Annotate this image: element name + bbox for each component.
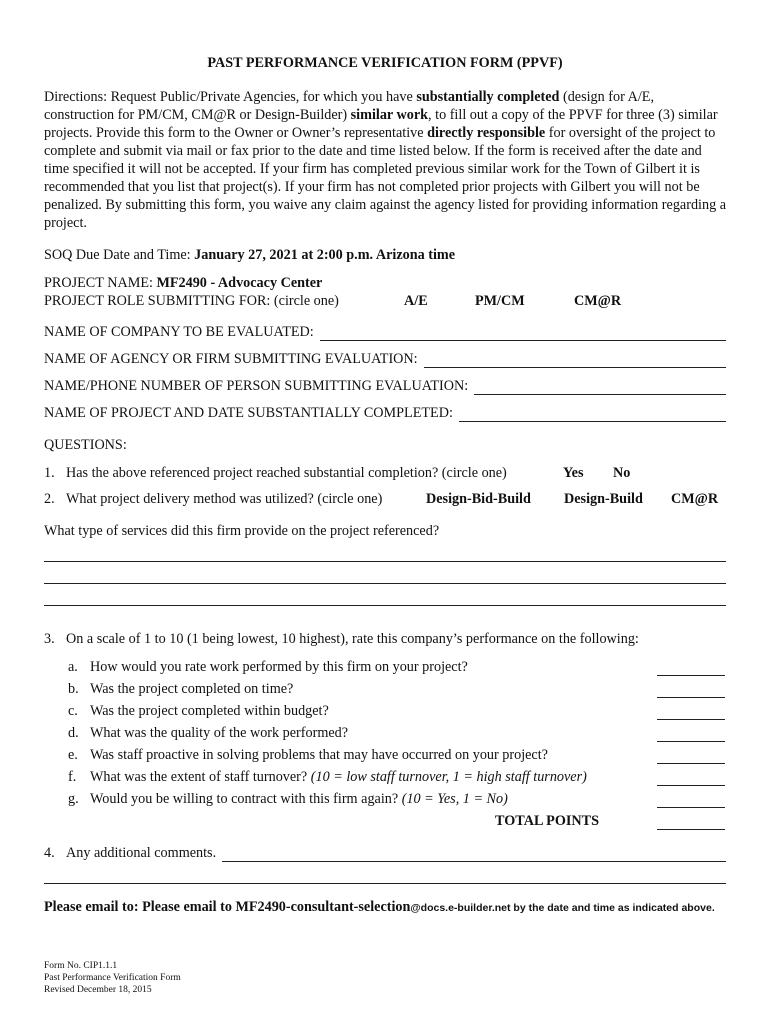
question-4 [44, 844, 726, 862]
total-points-row [44, 808, 726, 830]
rating-score-field[interactable] [657, 793, 725, 808]
question-number: 2. [44, 491, 55, 507]
directions-emphasis: similar work [350, 107, 429, 123]
rating-letter: b. [68, 681, 79, 697]
email-instructions [44, 898, 726, 917]
option-cmar[interactable]: CM@R [671, 491, 719, 507]
rating-text [90, 724, 657, 742]
soq-value: January 27, 2021 at 2:00 p.m. Arizona time [194, 247, 456, 263]
agency-field-label: NAME OF AGENCY OR FIRM SUBMITTING EVALUATION: [44, 351, 418, 367]
project-role-label: PROJECT ROLE SUBMITTING FOR: (circle one) [44, 293, 339, 309]
question-number: 1. [44, 465, 55, 481]
question-1-text: Has the above referenced project reached substantial completion? (circle one) [66, 465, 507, 481]
rating-question: Was the project completed on time? [90, 681, 294, 697]
question-number: 4. [44, 845, 55, 861]
rating-question: What was the quality of the work performed? [90, 725, 349, 741]
form-footer [44, 960, 181, 996]
rating-letter: g. [68, 791, 79, 807]
total-points-field[interactable] [657, 815, 725, 830]
total-points-label: TOTAL POINTS [495, 813, 599, 829]
rating-score-field[interactable] [657, 771, 725, 786]
rating-item [44, 742, 726, 764]
soq-due-date [44, 246, 726, 264]
role-option-ae[interactable]: A/E [404, 293, 428, 309]
rating-item [44, 786, 726, 808]
rating-question: What was the extent of staff turnover? [90, 769, 311, 785]
rating-question: Would you be willing to contract with this firm again? [90, 791, 402, 807]
rating-text [90, 680, 657, 698]
company-field-label: NAME OF COMPANY TO BE EVALUATED: [44, 324, 314, 340]
rating-text [90, 658, 657, 676]
email-address-tail: @docs.e-builder.net by the date and time as indicated above. [410, 902, 715, 914]
comments-field[interactable] [222, 848, 726, 862]
directions-emphasis: directly responsible [427, 125, 546, 141]
question-3 [44, 630, 726, 648]
rating-text [90, 746, 657, 764]
company-field[interactable] [320, 327, 726, 341]
rating-letter: e. [68, 747, 78, 763]
rating-item [44, 698, 726, 720]
project-name-value: MF2490 - Advocacy Center [156, 275, 323, 291]
rating-item [44, 764, 726, 786]
rating-item [44, 676, 726, 698]
submitter-field-label: NAME/PHONE NUMBER OF PERSON SUBMITTING EVALUATION: [44, 378, 469, 394]
rating-score-field[interactable] [657, 705, 725, 720]
project-role-row [44, 292, 726, 310]
rating-question: Was staff proactive in solving problems that may have occurred on your project? [90, 747, 548, 763]
rating-score-field[interactable] [657, 727, 725, 742]
directions-emphasis: substantially completed [416, 89, 560, 105]
rating-score-field[interactable] [657, 749, 725, 764]
services-question: What type of services did this firm provide on the project referenced? [44, 523, 440, 539]
rating-question: Was the project completed within budget? [90, 703, 329, 719]
revision-date: Revised December 18, 2015 [44, 985, 152, 995]
role-option-pmcm[interactable]: PM/CM [475, 293, 525, 309]
rating-note: (10 = low staff turnover, 1 = high staff turnover) [310, 769, 587, 785]
email-instruction-text: Please email to: Please email to MF2490-consultant-selection [44, 899, 411, 915]
rating-question: How would you rate work performed by this firm on your project? [90, 659, 468, 675]
question-3-text: On a scale of 1 to 10 (1 being lowest, 10 highest), rate this company’s performance on the following: [66, 631, 639, 647]
directions-text: (design for A/E, construction for PM/CM, CM@R or Design-Builder) [44, 89, 654, 123]
rating-letter: a. [68, 659, 78, 675]
project-date-field-row [44, 404, 726, 422]
rating-score-field[interactable] [657, 661, 725, 676]
form-name: Past Performance Verification Form [44, 973, 181, 983]
services-answer-line[interactable] [44, 584, 726, 606]
directions-paragraph [44, 88, 726, 232]
directions-text: Directions: Request Public/Private Agencies, for which you have [44, 89, 417, 105]
rating-text [90, 790, 657, 808]
form-title: PAST PERFORMANCE VERIFICATION FORM (PPVF) [207, 55, 563, 71]
rating-note: (10 = Yes, 1 = No) [401, 791, 508, 807]
services-answer-line[interactable] [44, 562, 726, 584]
rating-item [44, 720, 726, 742]
option-design-bid-build[interactable]: Design-Bid-Build [426, 491, 531, 507]
option-design-build[interactable]: Design-Build [564, 491, 643, 507]
services-answer [44, 540, 726, 606]
soq-label: SOQ Due Date and Time: [44, 247, 195, 263]
comments-line[interactable] [44, 862, 726, 884]
agency-field[interactable] [424, 354, 726, 368]
submitter-field-row [44, 377, 726, 395]
rating-list [44, 654, 726, 830]
rating-text [90, 702, 657, 720]
rating-letter: c. [68, 703, 78, 719]
company-field-row [44, 323, 726, 341]
rating-letter: d. [68, 725, 79, 741]
role-option-cmar[interactable]: CM@R [574, 293, 622, 309]
project-date-field-label: NAME OF PROJECT AND DATE SUBSTANTIALLY COMPLETED: [44, 405, 453, 421]
services-answer-line[interactable] [44, 540, 726, 562]
rating-score-field[interactable] [657, 683, 725, 698]
option-no[interactable]: No [613, 465, 631, 481]
question-2 [44, 490, 726, 508]
option-yes[interactable]: Yes [563, 465, 584, 481]
directions-text: , to fill out a copy of the PPVF for three (3) similar projects. Provide this form to the Owner or Owner’s representative [44, 107, 718, 141]
project-name [44, 274, 726, 292]
project-date-field[interactable] [459, 408, 726, 422]
project-name-label: PROJECT NAME: [44, 275, 157, 291]
rating-letter: f. [68, 769, 77, 785]
question-4-text: Any additional comments. [66, 845, 217, 861]
evaluation-fields [44, 323, 726, 422]
form-number: Form No. CIP1.1.1 [44, 961, 118, 971]
question-number: 3. [44, 631, 55, 647]
submitter-field[interactable] [474, 381, 726, 395]
questions-heading: QUESTIONS: [44, 437, 127, 453]
agency-field-row [44, 350, 726, 368]
rating-text [90, 768, 657, 786]
question-2-text: What project delivery method was utilized? (circle one) [66, 491, 383, 507]
rating-item [44, 654, 726, 676]
directions-text: for oversight of the project to complete and submit via mail or fax prior to the date and time listed below. If the form is received after the date and time specified it will not be accepted. If your firm has completed previous similar work for the Town of Gilbert it is recommended that you list that project(s). If your firm has not completed prior projects with Gilbert you will not be penalized. By submitting this form, you waive any claim against the agency listed for providing information regarding a project. [44, 125, 727, 231]
question-1 [44, 464, 726, 482]
